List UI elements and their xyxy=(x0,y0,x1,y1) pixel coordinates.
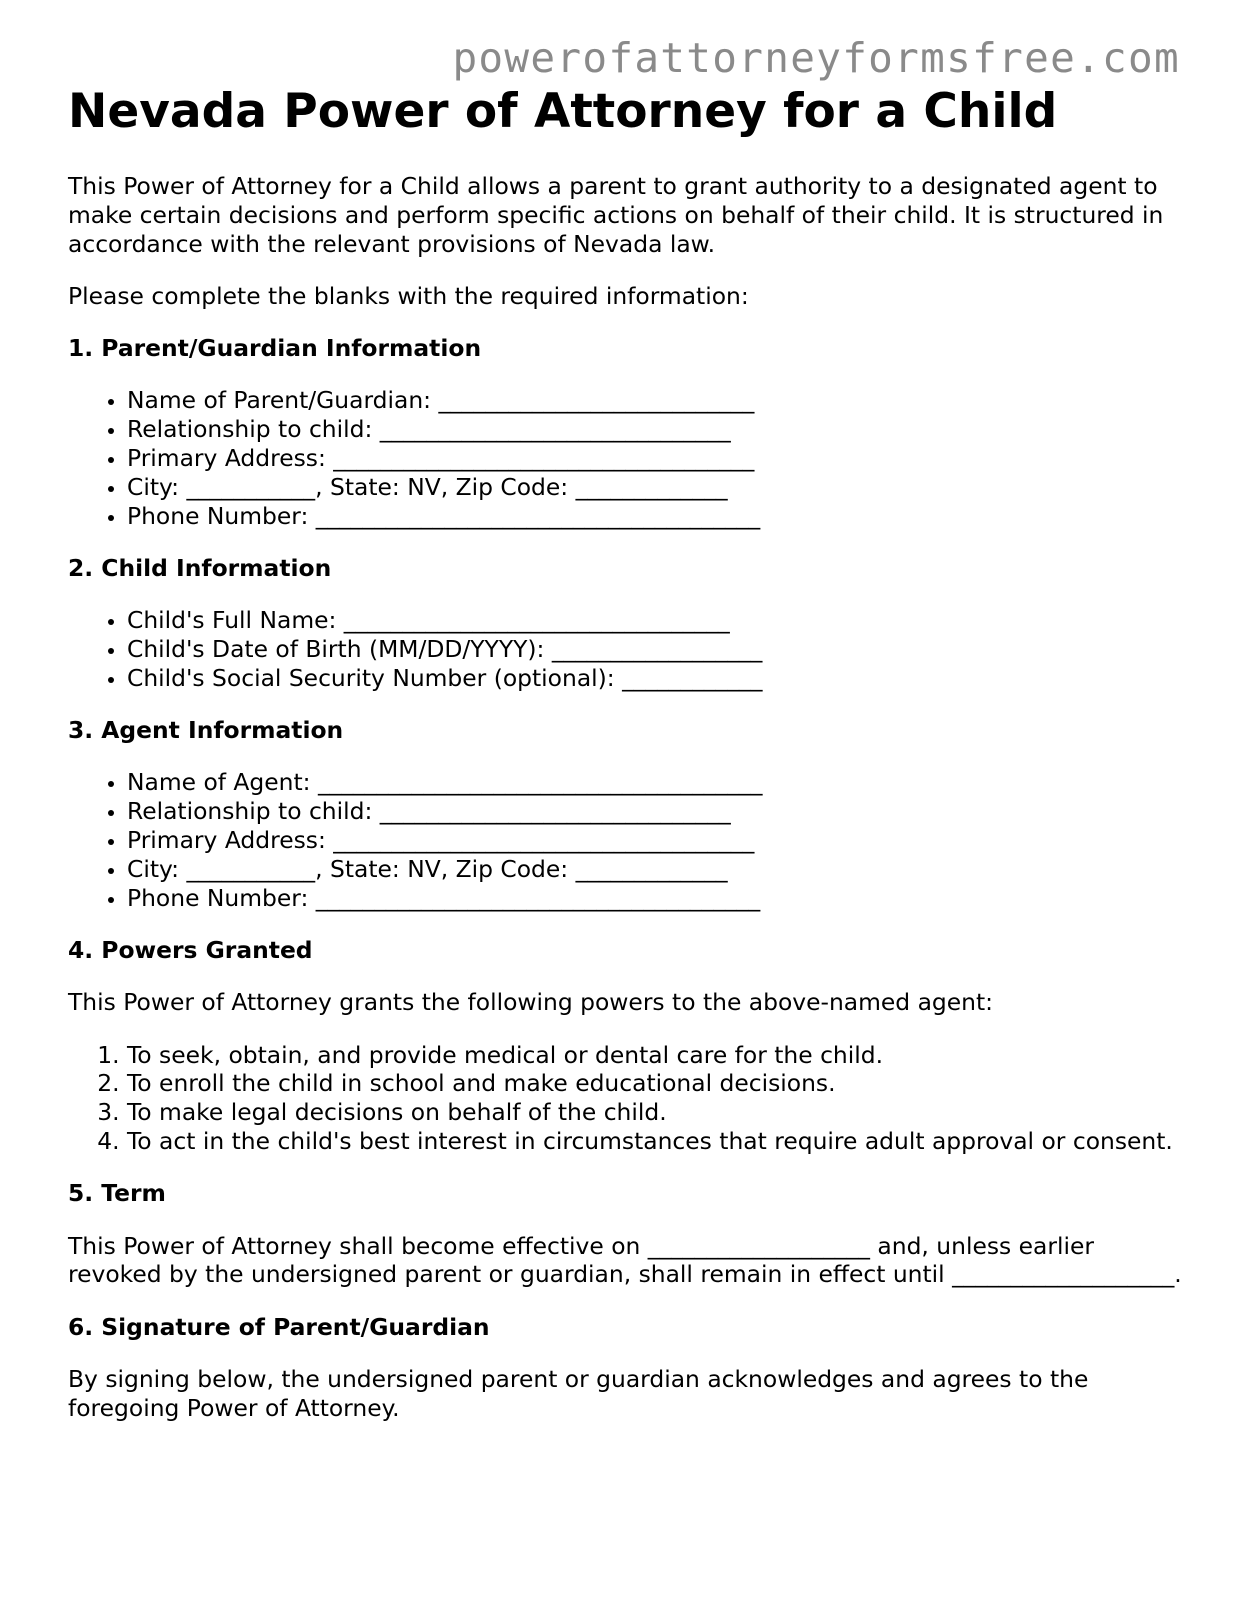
power-item: 2. To enroll the child in school and make educational decisions. xyxy=(127,1069,1188,1098)
section-heading-parent: 1. Parent/Guardian Information xyxy=(68,334,482,363)
agent-phone-field[interactable]: • Phone Number: ______________________________________ xyxy=(127,884,1188,913)
powers-list xyxy=(68,1041,1188,1156)
section-heading-powers: 4. Powers Granted xyxy=(68,935,313,964)
term-paragraph[interactable]: This Power of Attorney shall become effective on ___________________ and, unless earlier revoked by the undersigned parent or guardian, shall remain in effect until ___________________. xyxy=(68,1231,1182,1289)
instructions-paragraph: Please complete the blanks with the required information: xyxy=(68,281,749,310)
powers-intro: This Power of Attorney grants the following powers to the above-named agent: xyxy=(68,988,994,1017)
power-item: 1. To seek, obtain, and provide medical or dental care for the child. xyxy=(127,1041,1188,1070)
document-body xyxy=(68,172,1188,1446)
parent-address-field[interactable]: • Primary Address: ____________________________________ xyxy=(127,444,1188,473)
parent-info-list xyxy=(68,386,1188,530)
power-item: 4. To act in the child's best interest in circumstances that require adult approval or consent. xyxy=(127,1127,1188,1156)
intro-paragraph: This Power of Attorney for a Child allows a parent to grant authority to a designated agent to make certain decisions and perform specific actions on behalf of their child. It is structured in accordance with the relevant provisions of Nevada law. xyxy=(68,172,1164,258)
section-heading-term: 5. Term xyxy=(68,1179,166,1208)
child-dob-field[interactable]: • Child's Date of Birth (MM/DD/YYYY): __________________ xyxy=(127,635,1188,664)
agent-info-list xyxy=(68,768,1188,912)
parent-city-state-zip-field[interactable]: • City: ___________, State: NV, Zip Code: _____________ xyxy=(127,473,1188,502)
document-title: Nevada Power of Attorney for a Child xyxy=(68,84,1058,139)
parent-relationship-field[interactable]: • Relationship to child: ______________________________ xyxy=(127,415,1188,444)
watermark: powerofattorneyformsfree.com xyxy=(452,34,1180,82)
section-heading-signature: 6. Signature of Parent/Guardian xyxy=(68,1312,490,1341)
parent-name-field[interactable]: • Name of Parent/Guardian: ___________________________ xyxy=(127,386,1188,415)
parent-phone-field[interactable]: • Phone Number: ______________________________________ xyxy=(127,502,1188,531)
agent-address-field[interactable]: • Primary Address: ____________________________________ xyxy=(127,826,1188,855)
agent-city-state-zip-field[interactable]: • City: ___________, State: NV, Zip Code: _____________ xyxy=(127,855,1188,884)
child-name-field[interactable]: • Child's Full Name: _________________________________ xyxy=(127,606,1188,635)
child-info-list xyxy=(68,606,1188,692)
section-heading-child: 2. Child Information xyxy=(68,553,332,582)
agent-relationship-field[interactable]: • Relationship to child: ______________________________ xyxy=(127,797,1188,826)
power-item: 3. To make legal decisions on behalf of the child. xyxy=(127,1098,1188,1127)
agent-name-field[interactable]: • Name of Agent: ______________________________________ xyxy=(127,768,1188,797)
signature-paragraph: By signing below, the undersigned parent or guardian acknowledges and agrees to the foregoing Power of Attorney. xyxy=(68,1364,1089,1422)
section-heading-agent: 3. Agent Information xyxy=(68,716,344,745)
child-ssn-field[interactable]: • Child's Social Security Number (optional): ____________ xyxy=(127,664,1188,693)
